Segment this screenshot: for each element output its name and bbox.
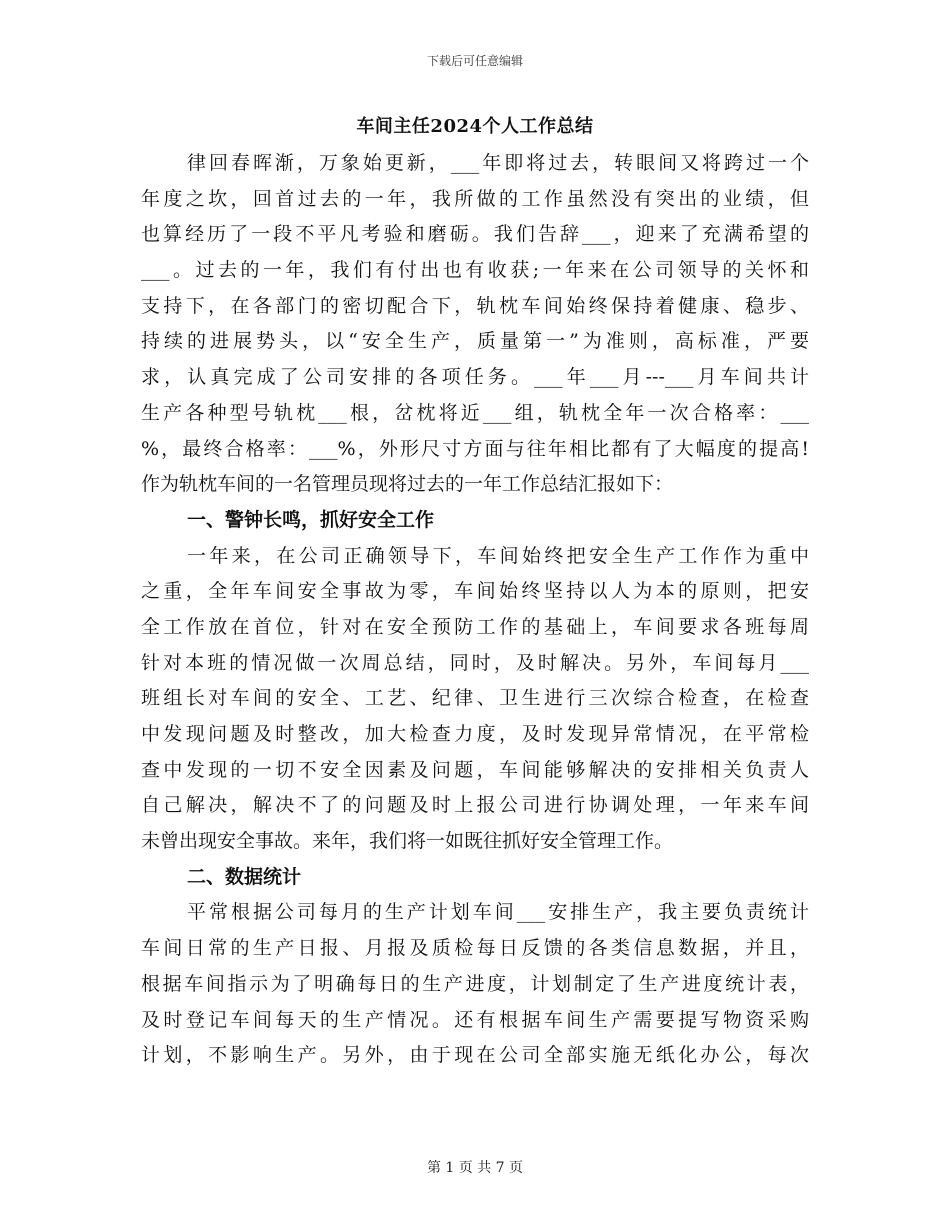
page-footer: 第 1 页 共 7 页 (426, 1160, 524, 1176)
text-line: 之重，全年车间安全事故为零，车间始终坚持以人为本的原则，把安 (141, 580, 809, 603)
text-line: 也算经历了一段不平凡考验和磨砺。我们告辞___，迎来了充满希望的 (141, 223, 809, 246)
document-body (141, 146, 809, 1074)
text-line: 全工作放在首位，针对在安全预防工作的基础上，车间要求各班每周 (141, 615, 809, 638)
text-line: 查中发现的一切不安全因素及问题，车间能够解决的安排相关负责人 (141, 758, 809, 781)
text-line: 针对本班的情况做一次周总结，同时，及时解决。另外，车间每月___ (141, 651, 809, 674)
text-line: 律回春晖渐，万象始更新，___年即将过去，转眼间又将跨过一个 (187, 152, 809, 174)
text-line: %，最终合格率：___%，外形尺寸方面与往年相比都有了大幅度的提高! (141, 437, 809, 460)
text-line: 班组长对车间的安全、工艺、纪律、卫生进行三次综合检查，在检查 (141, 687, 809, 710)
document-title: 车间主任2024个人工作总结 (356, 116, 594, 137)
text-line: 一年来，在公司正确领导下，车间始终把安全生产工作作为重中 (187, 544, 809, 567)
text-line: 根据车间指示为了明确每日的生产进度，计划制定了生产进度统计表， (141, 972, 809, 995)
section-heading: 一、警钟长鸣，抓好安全工作 (187, 508, 435, 531)
text-line: 支持下，在各部门的密切配合下，轨枕车间始终保持着健康、稳步、 (141, 294, 809, 317)
header-note: 下载后可任意编辑 (426, 54, 523, 68)
text-line: 求，认真完成了公司安排的各项任务。___年___月---___月车间共计 (141, 366, 809, 389)
text-line: 持续的进展势头，以“安全生产，质量第一”为准则，高标准，严要 (141, 330, 809, 353)
text-line: 作为轨枕车间的一名管理员现将过去的一年工作总结汇报如下： (141, 473, 674, 496)
text-line: 平常根据公司每月的生产计划车间___安排生产，我主要负责统计 (187, 901, 809, 924)
text-line: 及时登记车间每天的生产情况。还有根据车间生产需要提写物资采购 (141, 1008, 809, 1031)
text-line: 未曾出现安全事故。来年，我们将一如既往抓好安全管理工作。 (141, 830, 674, 853)
text-line: 自己解决，解决不了的问题及时上报公司进行协调处理，一年来车间 (141, 794, 809, 817)
text-line: 生产各种型号轨枕___根，岔枕将近___组，轨枕全年一次合格率：___ (141, 401, 809, 424)
text-line: 年度之坎，回首过去的一年，我所做的工作虽然没有突出的业绩，但 (141, 187, 809, 210)
text-line: 中发现问题及时整改，加大检查力度，及时发现异常情况，在平常检 (141, 723, 809, 745)
text-line: ___。过去的一年，我们有付出也有收获;一年来在公司领导的关怀和 (141, 259, 809, 282)
section-heading: 二、数据统计 (187, 865, 302, 888)
text-line: 计划，不影响生产。另外，由于现在公司全部实施无纸化办公，每次 (141, 1044, 809, 1067)
text-line: 车间日常的生产日报、月报及质检每日反馈的各类信息数据，并且， (141, 937, 809, 960)
